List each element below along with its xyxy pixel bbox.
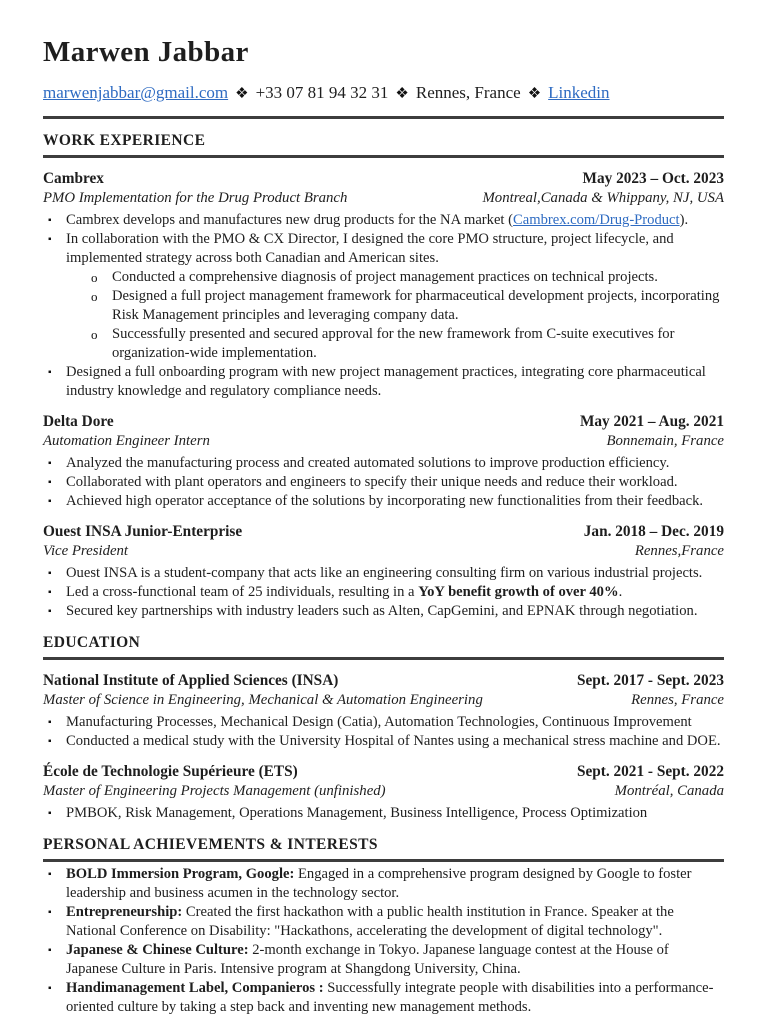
role-title: Vice President (43, 543, 129, 559)
entry-subheader (43, 432, 724, 451)
cambrex-drug-product-link[interactable]: Cambrex.com/Drug-Product (513, 212, 680, 228)
bullet-lead-text: Japanese & Chinese Culture: (66, 942, 249, 958)
company-name: Delta Dore (43, 413, 114, 430)
sub-bullet-item: o Conducted a comprehensive diagnosis of project management practices on technical projects. (43, 268, 724, 287)
bullet-text: Led a cross-functional team of 25 individuals, resulting in a (66, 584, 419, 600)
bullet-text: . (618, 584, 623, 600)
entry-location: Rennes,France (634, 543, 724, 559)
bullet-list (43, 211, 724, 401)
diamond-separator-icon: ❖ (527, 86, 542, 102)
bullet-item: ▪ Secured key partnerships with industry leaders such as Alten, CapGemini, and EPNAK through negotiation. (43, 602, 724, 621)
personal-achievements-heading: PERSONAL ACHIEVEMENTS & INTERESTS (43, 835, 724, 862)
bullet-item: ▪ Manufacturing Processes, Mechanical Design (Catia), Automation Technologies, Continuous Improvement (43, 713, 724, 732)
entry-location: Bonnemain, France (606, 433, 724, 449)
entry-dates: May 2023 – Oct. 2023 (582, 170, 724, 187)
bullet-item (43, 211, 724, 230)
person-name: Marwen Jabbar (43, 36, 249, 68)
work-entry-ouest-insa (43, 522, 724, 621)
bullet-list (43, 865, 724, 1017)
company-name: Ouest INSA Junior-Enterprise (43, 523, 243, 540)
bullet-list (43, 713, 724, 751)
location-text: Rennes, France (415, 83, 521, 102)
entry-subheader (43, 189, 724, 208)
education-entry-insa (43, 671, 724, 751)
bullet-item: ▪ Designed a full onboarding program with new project management practices, integrating core pharmaceutical industry knowledge and regulatory compliance needs. (43, 363, 724, 401)
work-entry-cambrex (43, 169, 724, 401)
bullet-text: Cambrex develops and manufactures new drug products for the NA market ( (66, 212, 513, 228)
bullet-list (43, 564, 724, 621)
bullet-item: ▪ PMBOK, Risk Management, Operations Management, Business Intelligence, Process Optimization (43, 804, 724, 823)
bullet-text: ). (679, 212, 689, 228)
bullet-lead-text: Entrepreneurship: (66, 904, 183, 920)
degree-title: Master of Science in Engineering, Mechanical & Automation Engineering (43, 692, 483, 708)
bullet-item (43, 583, 724, 602)
bullet-text: Engaged in a comprehensive program designed by Google to foster leadership and business acumen in the technology sector. (66, 866, 692, 901)
degree-title: Master of Engineering Projects Management (unfinished) (43, 783, 386, 799)
bullet-list (43, 804, 724, 823)
entry-dates: Sept. 2021 - Sept. 2022 (576, 763, 724, 780)
entry-dates: Sept. 2017 - Sept. 2023 (576, 672, 724, 689)
bullet-bold-text: YoY benefit growth of over 40% (418, 584, 619, 600)
linkedin-link[interactable]: Linkedin (548, 83, 610, 102)
diamond-separator-icon: ❖ (395, 86, 409, 102)
bullet-text: Successfully integrate people with disabilities into a performance-oriented culture by taking a step back and inventing new management methods. (66, 980, 714, 1015)
bullet-text: Created the first hackathon with a public health institution in France. Speaker at the National Conference on Disability: "Hackathons, accelerating the development of digital technology". (66, 904, 674, 939)
entry-location: Rennes, France (631, 692, 724, 708)
section-work-experience (43, 131, 724, 621)
entry-dates: Jan. 2018 – Dec. 2019 (583, 523, 724, 540)
entry-header (43, 671, 724, 691)
entry-location: Montréal, Canada (614, 783, 724, 799)
bullet-item: ▪ Achieved high operator acceptance of the solutions by incorporating new functionalities from their feedback. (43, 492, 724, 511)
entry-location: Montreal,Canada & Whippany, NJ, USA (482, 190, 724, 206)
bullet-item: ▪ Collaborated with plant operators and engineers to specify their unique needs and reduce their workload. (43, 473, 724, 492)
entry-subheader (43, 782, 724, 801)
entry-header (43, 522, 724, 542)
bullet-item: ▪ Analyzed the manufacturing process and created automated solutions to improve production efficiency. (43, 454, 724, 473)
bullet-text: 2-month exchange in Tokyo. Japanese language contest at the House of Japanese Culture in Paris. Intensive program at Shangdong University, China. (66, 942, 669, 977)
entry-header (43, 169, 724, 189)
section-personal-achievements (43, 835, 724, 1017)
bullet-item: ▪ Conducted a medical study with the University Hospital of Nantes using a mechanical stress machine and DOE. (43, 732, 724, 751)
bullet-item (43, 903, 724, 941)
school-name: École de Technologie Supérieure (ETS) (43, 763, 298, 780)
entry-subheader (43, 542, 724, 561)
section-education (43, 633, 724, 823)
education-heading: EDUCATION (43, 633, 724, 660)
work-experience-heading: WORK EXPERIENCE (43, 131, 724, 158)
bullet-list (43, 454, 724, 511)
entry-dates: May 2021 – Aug. 2021 (579, 413, 724, 430)
bullet-lead-text: BOLD Immersion Program, Google: (66, 866, 295, 882)
education-entry-ets (43, 762, 724, 823)
company-name: Cambrex (43, 170, 104, 187)
role-title: Automation Engineer Intern (43, 433, 210, 449)
contact-line (43, 82, 724, 119)
entry-header (43, 762, 724, 782)
school-name: National Institute of Applied Sciences (INSA) (43, 672, 339, 689)
bullet-item (43, 979, 724, 1017)
sub-bullet-item: o Designed a full project management framework for pharmaceutical development projects, incorporating Risk Management principles and leveraging company data. (43, 287, 724, 325)
role-title: PMO Implementation for the Drug Product Branch (43, 190, 348, 206)
bullet-item (43, 941, 724, 979)
entry-header (43, 412, 724, 432)
bullet-item: ▪ Ouest INSA is a student-company that acts like an engineering consulting firm on various industrial projects. (43, 564, 724, 583)
entry-subheader (43, 691, 724, 710)
bullet-item (43, 865, 724, 903)
phone-number: +33 07 81 94 32 31 (255, 83, 389, 102)
sub-bullet-item: o Successfully presented and secured approval for the new framework from C-suite executives for organization-wide implementation. (43, 325, 724, 363)
bullet-lead-text: Handimanagement Label, Companieros : (66, 980, 324, 996)
work-entry-delta-dore (43, 412, 724, 511)
diamond-separator-icon: ❖ (235, 86, 249, 102)
bullet-item: ▪ In collaboration with the PMO & CX Director, I designed the core PMO structure, project lifecycle, and implemented strategy across both Canadian and American sites. (43, 230, 724, 268)
email-link[interactable]: marwenjabbar@gmail.com (43, 83, 229, 102)
